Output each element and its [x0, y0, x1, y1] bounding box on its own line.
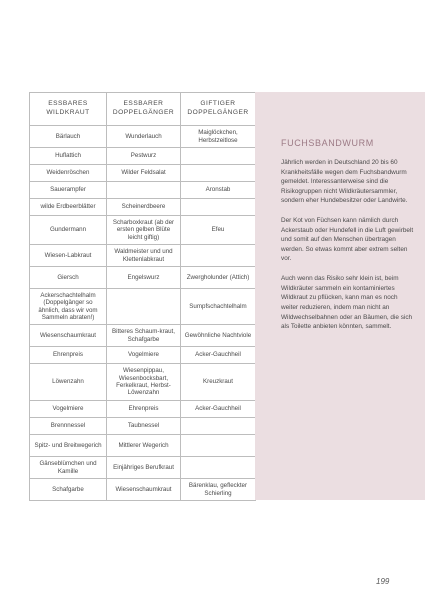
cell-toxic-lookalike: Acker-Gauchheil: [181, 347, 256, 364]
table-row: [30, 148, 256, 165]
table-row: [30, 199, 256, 216]
table-row: [30, 289, 256, 325]
cell-toxic-lookalike: [181, 148, 256, 165]
cell-toxic-lookalike: [181, 165, 256, 182]
cell-edible-lookalike: Scheinerdbeere: [107, 199, 181, 216]
cell-toxic-lookalike: [181, 245, 256, 267]
cell-toxic-lookalike: Bärenklau, gefleckter Schierling: [181, 479, 256, 501]
cell-edible-lookalike: Waldmeister und und Klettenlabkraut: [107, 245, 181, 267]
cell-edible-herb: Giersch: [30, 267, 107, 289]
cell-edible-herb: Weidenröschen: [30, 165, 107, 182]
table-row: [30, 479, 256, 501]
cell-edible-herb: Wiesenschaumkraut: [30, 325, 107, 347]
panel-paragraph: Jährlich werden in Deutschland 20 bis 60 Krankheitsfälle wegen dem Fuchsbandwurm gemeldet. Interessanterweise sind die Risikogruppen nicht Wildkräutersammler, sondern eher Hundebesitzer oder Landwirte.: [281, 159, 408, 205]
panel-content: [281, 138, 415, 342]
cell-toxic-lookalike: [181, 457, 256, 479]
header-edible-lookalike: ESSBARER DOPPELGÄNGER: [107, 93, 181, 126]
cell-edible-lookalike: [107, 182, 181, 199]
cell-edible-lookalike: Mittlerer Wegerich: [107, 435, 181, 457]
cell-toxic-lookalike: Acker-Gauchheil: [181, 401, 256, 418]
plant-table-wrapper: [29, 92, 255, 501]
plant-doppelganger-table: [29, 92, 256, 501]
table-header-row: [30, 93, 256, 126]
cell-toxic-lookalike: Maiglöckchen, Herbstzeitlose: [181, 126, 256, 148]
table-row: [30, 325, 256, 347]
table-row: [30, 364, 256, 401]
cell-edible-herb: Huflattich: [30, 148, 107, 165]
table-row: [30, 401, 256, 418]
cell-toxic-lookalike: [181, 435, 256, 457]
table-row: [30, 435, 256, 457]
cell-edible-lookalike: Ehrenpreis: [107, 401, 181, 418]
cell-edible-herb: Spitz- und Breitwegerich: [30, 435, 107, 457]
cell-edible-lookalike: Wiesenpippau, Wiesenbocksbart, Ferkelkraut, Herbst-Löwenzahn: [107, 364, 181, 401]
table-row: [30, 457, 256, 479]
table-row: [30, 418, 256, 435]
cell-toxic-lookalike: Aronstab: [181, 182, 256, 199]
cell-edible-lookalike: Vogelmiere: [107, 347, 181, 364]
cell-edible-herb: wilde Erdbeerblätter: [30, 199, 107, 216]
cell-edible-lookalike: Pestwurz: [107, 148, 181, 165]
table-row: [30, 216, 256, 245]
table-body: [30, 126, 256, 501]
table-row: [30, 182, 256, 199]
cell-edible-lookalike: Bitteres Schaum-kraut, Schafgarbe: [107, 325, 181, 347]
cell-edible-herb: Löwenzahn: [30, 364, 107, 401]
cell-edible-lookalike: Wilder Feldsalat: [107, 165, 181, 182]
header-edible-herb: ESSBARES WILDKRAUT: [30, 93, 107, 126]
cell-edible-lookalike: Scharboxkraut (ab der ersten gelben Blüte leicht giftig): [107, 216, 181, 245]
table-row: [30, 347, 256, 364]
cell-edible-herb: Brennnessel: [30, 418, 107, 435]
cell-edible-lookalike: Einjähriges Berufkraut: [107, 457, 181, 479]
cell-toxic-lookalike: [181, 418, 256, 435]
cell-toxic-lookalike: Kreuzkraut: [181, 364, 256, 401]
panel-paragraph: Der Kot von Füchsen kann nämlich durch Ackerstaub oder Hundefell in die Luft gewirbelt und somit auf den Menschen übertragen werden. So etwas kommt aber extrem selten vor.: [281, 217, 414, 263]
fox-tapeworm-panel: [255, 92, 425, 500]
cell-toxic-lookalike: Gewöhnliche Nachtviole: [181, 325, 256, 347]
cell-edible-lookalike: [107, 289, 181, 325]
cell-edible-herb: Gänseblümchen und Kamille: [30, 457, 107, 479]
cell-toxic-lookalike: Zwergholunder (Attich): [181, 267, 256, 289]
cell-edible-herb: Ehrenpreis: [30, 347, 107, 364]
cell-toxic-lookalike: Sumpfschachtelhalm: [181, 289, 256, 325]
cell-edible-herb: Gundermann: [30, 216, 107, 245]
table-row: [30, 165, 256, 182]
cell-edible-herb: Vogelmiere: [30, 401, 107, 418]
cell-edible-herb: Wiesen-Labkraut: [30, 245, 107, 267]
panel-paragraph: Auch wenn das Risiko sehr klein ist, beim Wildkräuter sammeln ein kontaminiertes Wildkraut zu pflücken, kann man es noch weiter reduzieren, indem man nicht an Wildwechselbahnen oder an Bäumen, die sich als Toilette anbieten könnten, sammelt.: [281, 275, 413, 331]
table-row: [30, 245, 256, 267]
cell-edible-herb: Schafgarbe: [30, 479, 107, 501]
cell-edible-herb: Ackerschachtelhalm (Doppelgänger so ähnlich, dass wir vom Sammeln abraten!): [30, 289, 107, 325]
cell-edible-lookalike: Wunderlauch: [107, 126, 181, 148]
panel-title: FUCHSBANDWURM: [281, 138, 374, 148]
cell-edible-lookalike: Wiesenschaumkraut: [107, 479, 181, 501]
header-toxic-lookalike: GIFTIGER DOPPELGÄNGER: [181, 93, 256, 126]
cell-edible-herb: Bärlauch: [30, 126, 107, 148]
cell-toxic-lookalike: Efeu: [181, 216, 256, 245]
cell-edible-lookalike: Taubnessel: [107, 418, 181, 435]
table-row: [30, 126, 256, 148]
cell-toxic-lookalike: [181, 199, 256, 216]
cell-edible-herb: Sauerampfer: [30, 182, 107, 199]
cell-edible-lookalike: Engelswurz: [107, 267, 181, 289]
page-number: 199: [376, 577, 390, 586]
table-row: [30, 267, 256, 289]
